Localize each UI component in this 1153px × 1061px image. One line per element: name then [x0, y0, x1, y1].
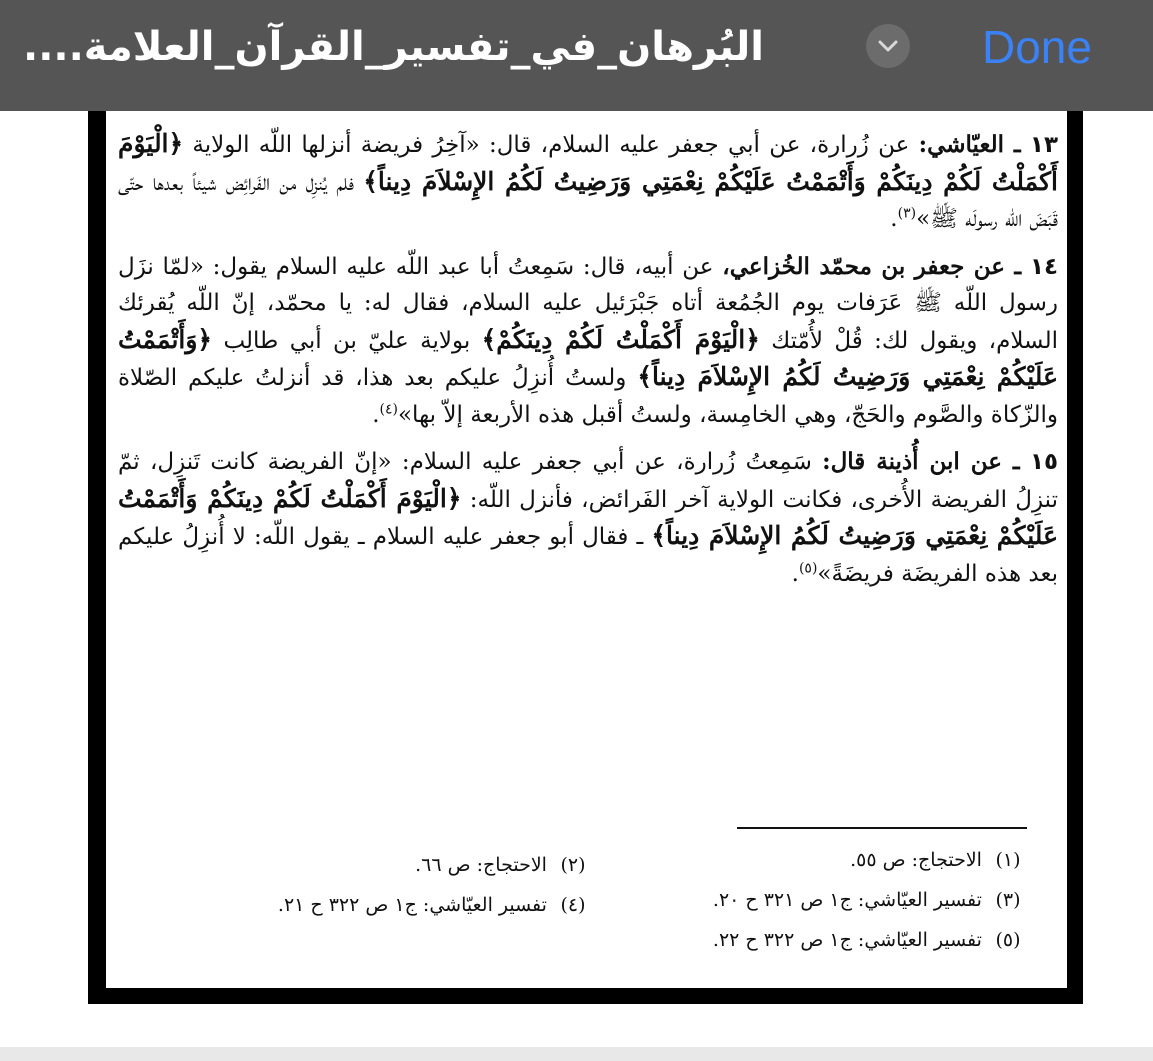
- entry-source: ـ عن جعفر بن محمّد الخُزاعي،: [722, 252, 1022, 280]
- entry-source: ـ عن ابن أُذينة قال:: [822, 448, 1020, 475]
- footnote-ref[interactable]: (٥): [798, 559, 818, 576]
- entry-text: سَمِعتُ زُرارة، عن أبي جعفر عليه السلام: «إنّ الفريضة كانت تَنزِل، ثمّ تنزِلُ الفريضة الأُخرى، فكانت الولاية آخر الفَرائض، فأنزل اللّه:: [118, 449, 1058, 513]
- quran-verse: ﴿وَأَتْمَمْتُ عَلَيْكُمْ نِعْمَتِي وَرَضِيتُ لَكُمُ الإِسْلاَمَ دِيناً﴾: [118, 324, 1058, 391]
- footnote-text: تفسير العيّاشي: ج١ ص ٣٢٢ ح ٢٢.: [712, 929, 982, 951]
- entry-text: فلم يُنزِل من الفَرائِض شيئاً بعدها حتّى قَبَضَ اللّه رسولَه ﷺ»: [118, 169, 1058, 232]
- entry-source: ـ العيّاشي:: [918, 131, 1021, 158]
- entry-text: ولستُ أُنزِلُ عليكم بعد هذا، قد أنزلتُ عليكم الصّلاة والزّكاة والصَّوم والحَجّ، وهي الخامِسة، ولستُ أقبل هذه الأربعة إلاّ بها»: [118, 365, 1058, 428]
- footnote-ref[interactable]: (٤): [379, 400, 398, 417]
- entry-ending: .: [890, 206, 898, 232]
- footnote-text: الاحتجاج: ص ٥٥.: [850, 849, 982, 871]
- footnote-2: [415, 853, 593, 877]
- entry-13: [118, 126, 1058, 238]
- footnote-number: (٤): [560, 894, 586, 916]
- footnote-number: (١): [995, 849, 1021, 871]
- entry-text: ـ فقال أبو جعفر عليه السلام ـ يقول اللّه: لا أُنزِلُ عليكم بعد هذه الفريضَة فريضَةً»: [118, 524, 1058, 587]
- document-title: البُرهان_في_تفسير_القرآن_العلامة....: [23, 24, 764, 70]
- footnote-ref[interactable]: (٣): [897, 205, 917, 222]
- entry-number: ١٤: [1029, 253, 1059, 280]
- footnote-text: تفسير العيّاشي: ج١ ص ٣٢٢ ح ٢١.: [277, 894, 547, 916]
- footnote-5: [713, 928, 1028, 952]
- chevron-down-icon: [878, 40, 898, 52]
- footnote-divider: [737, 827, 1027, 829]
- quran-verse: ﴿الْيَوْمَ أَكْمَلْتُ لَكُمْ دِينَكُمْ وَأَتْمَمْتُ عَلَيْكُمْ نِعْمَتِي وَرَضِيتُ لَكُمُ الإِسْلاَمَ دِيناً﴾: [118, 483, 1058, 550]
- footnote-3: [713, 888, 1028, 912]
- footnote-1: [850, 848, 1028, 872]
- footnote-number: (٥): [995, 929, 1021, 951]
- viewer-toolbar: [0, 0, 1153, 111]
- entry-text: بولاية عليّ بن أبي طالِب: [212, 327, 482, 354]
- done-button[interactable]: Done: [982, 21, 1092, 73]
- entry-14: [118, 249, 1058, 434]
- entry-ending: .: [791, 560, 799, 587]
- title-menu-button[interactable]: [866, 24, 910, 68]
- footnote-number: (٣): [995, 889, 1021, 911]
- footnote-number: (٢): [560, 854, 586, 876]
- quran-verse: ﴿الْيَوْمَ أَكْمَلْتُ لَكُمْ دِينَكُمْ وَأَتْمَمْتُ عَلَيْكُمْ نِعْمَتِي وَرَضِيتُ لَكُمُ الإِسْلاَمَ دِيناً﴾: [118, 129, 1058, 196]
- footnote-text: الاحتجاج: ص ٦٦.: [415, 854, 547, 876]
- quran-verse: ﴿الْيَوْمَ أَكْمَلْتُ لَكُمْ دِينَكُمْ﴾: [481, 324, 760, 354]
- footnote-4: [278, 893, 593, 917]
- entry-text: عن أبيه، قال: سَمِعتُ أبا عبد اللّه عليه السلام يقول: «لمّا نزَل رسول اللّه ﷺ عَرَفات يوم الجُمُعة أتاه جَبْرَئيل عليه السلام، فقال له: يا محمّد، إنّ اللّه يُقرئك السلام، ويقول لك: قُلْ لأُمّتك: [118, 253, 1058, 354]
- footnote-text: تفسير العيّاشي: ج١ ص ٣٢١ ح ٢٠.: [712, 889, 982, 911]
- entry-text: عن زُرارة، عن أبي جعفر عليه السلام، قال: «آخِرُ فريضة أنزلها اللّه الولاية: [183, 132, 919, 158]
- entry-15: [118, 444, 1058, 592]
- entry-number: ١٥: [1029, 449, 1059, 475]
- entry-ending: .: [372, 401, 380, 428]
- entry-number: ١٣: [1029, 132, 1058, 158]
- viewer-bottom-margin: [0, 1047, 1153, 1061]
- page-body: [118, 126, 1058, 603]
